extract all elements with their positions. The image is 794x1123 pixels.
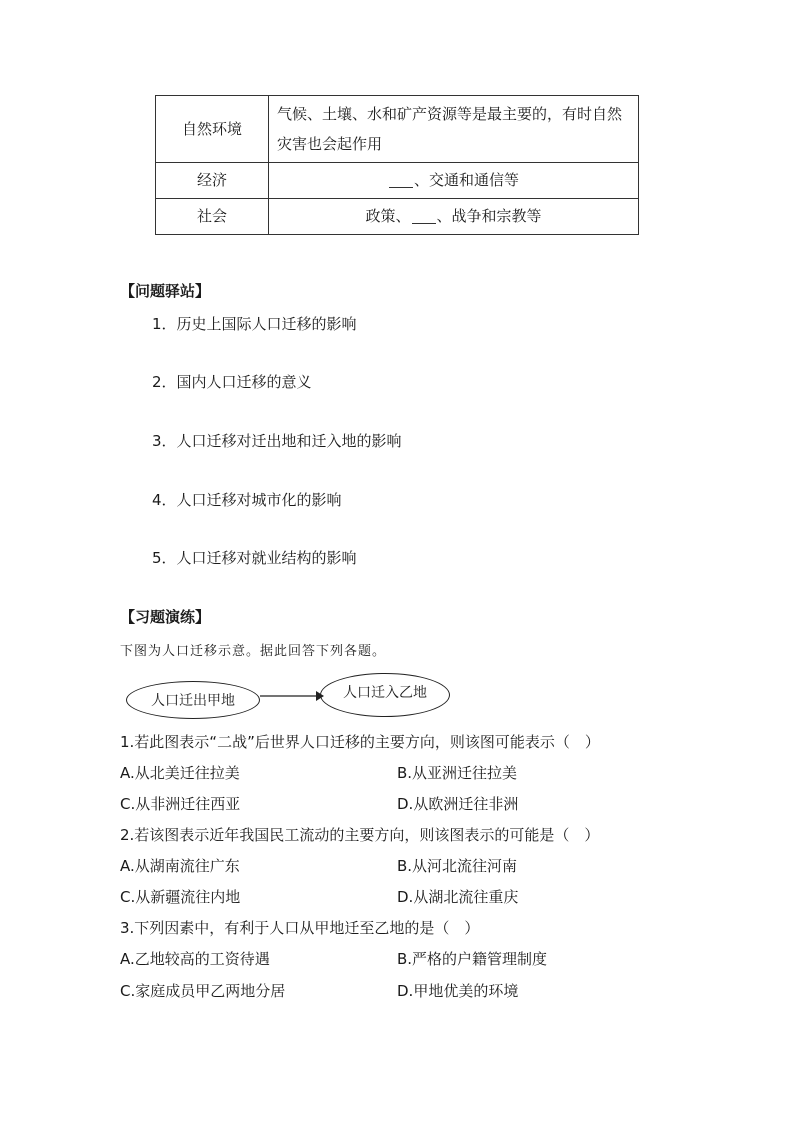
option-d: D.从欧洲迁往非洲 (397, 795, 519, 813)
row-content (269, 199, 639, 235)
option-d: D.从湖北流往重庆 (397, 888, 519, 906)
origin-ellipse (126, 681, 260, 719)
option-c: C.家庭成员甲乙两地分居 (120, 982, 286, 1000)
row-content-text: 、战争和宗教等 (436, 207, 542, 225)
option-a: A.乙地较高的工资待遇 (120, 950, 270, 968)
factor-table (155, 95, 639, 235)
row-content (269, 163, 639, 199)
table-row (156, 96, 639, 163)
origin-label: 人口迁出甲地 (151, 693, 235, 709)
destination-ellipse (320, 673, 450, 717)
question-stem: 2.若该图表示近年我国民工流动的主要方向，则该图表示的可能是（ ） (120, 826, 600, 844)
destination-label: 人口迁入乙地 (343, 685, 427, 701)
exercise-intro: 下图为人口迁移示意。据此回答下列各题。 (120, 644, 387, 659)
question-item: 4．人口迁移对城市化的影响 (152, 491, 342, 509)
row-content-text: 、交通和通信等 (413, 171, 519, 189)
row-label: 自然环境 (156, 96, 269, 163)
option-c: C.从新疆流往内地 (120, 888, 241, 906)
section-heading-questions: 【问题驿站】 (120, 282, 211, 300)
option-b: B.严格的户籍管理制度 (397, 950, 548, 968)
row-content-text: 政策、 (365, 207, 411, 225)
question-item: 5．人口迁移对就业结构的影响 (152, 549, 357, 567)
section-heading-exercises: 【习题演练】 (120, 608, 211, 626)
option-d: D.甲地优美的环境 (397, 982, 519, 1000)
row-label: 经济 (156, 163, 269, 199)
option-b: B.从河北流往河南 (397, 857, 518, 875)
row-label: 社会 (156, 199, 269, 235)
fill-blank (412, 209, 436, 224)
question-item: 3．人口迁移对迁出地和迁入地的影响 (152, 432, 402, 450)
migration-arrow (258, 688, 324, 704)
table-row (156, 199, 639, 235)
table-row (156, 163, 639, 199)
option-a: A.从北美迁往拉美 (120, 764, 240, 782)
question-item: 2．国内人口迁移的意义 (152, 373, 312, 391)
option-a: A.从湖南流往广东 (120, 857, 240, 875)
option-c: C.从非洲迁往西亚 (120, 795, 241, 813)
question-stem: 1.若此图表示“二战”后世界人口迁移的主要方向，则该图可能表示（ ） (120, 733, 600, 751)
option-b: B.从亚洲迁往拉美 (397, 764, 518, 782)
question-item: 1．历史上国际人口迁移的影响 (152, 315, 357, 333)
fill-blank (389, 173, 413, 188)
question-stem: 3.下列因素中，有利于人口从甲地迁至乙地的是（ ） (120, 919, 480, 937)
row-content: 气候、土壤、水和矿产资源等是最主要的，有时自然灾害也会起作用 (269, 96, 639, 163)
